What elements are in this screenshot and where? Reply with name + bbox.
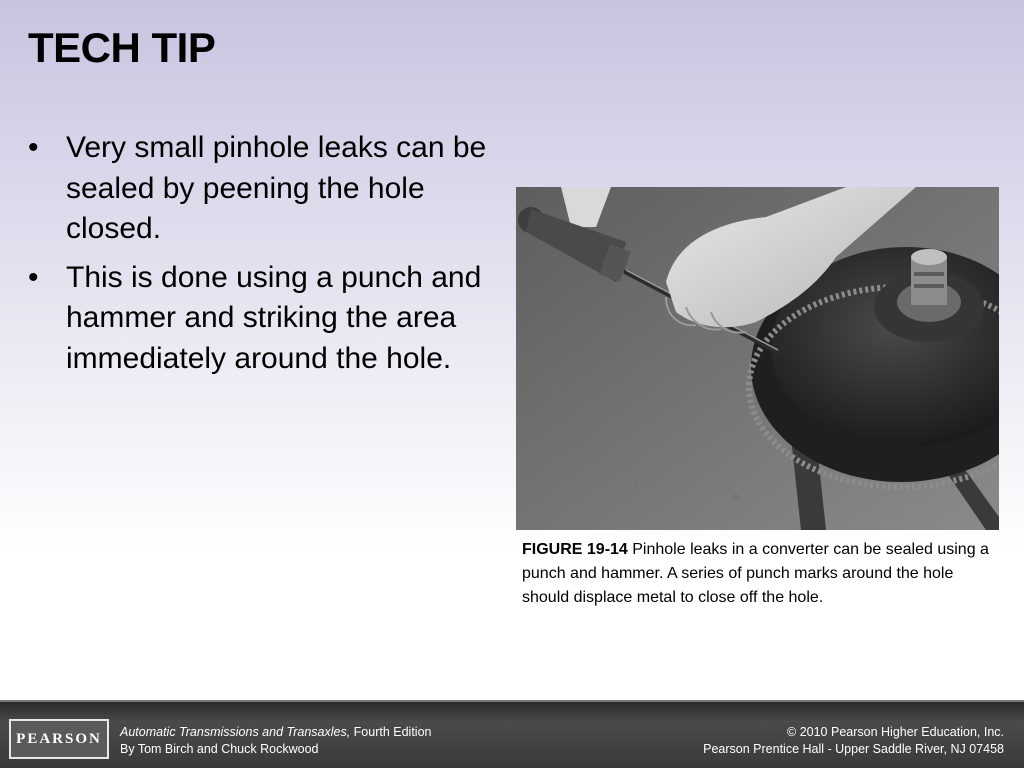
- bullet-dot: •: [28, 131, 39, 164]
- figure-caption: [522, 538, 997, 610]
- footer-copyright: [703, 724, 1004, 758]
- bullet-text: This is done using a punch and hammer and striking the area immediately around the hole.: [66, 260, 482, 375]
- book-edition: Fourth Edition: [350, 725, 432, 739]
- book-title: Automatic Transmissions and Transaxles,: [120, 725, 351, 739]
- publisher-line: Pearson Prentice Hall - Upper Saddle River, NJ 07458: [703, 742, 1004, 756]
- bullet-text: Very small pinhole leaks can be sealed by peening the hole closed.: [66, 131, 487, 245]
- slide-title: TECH TIP: [28, 24, 216, 71]
- bullet-list: [28, 128, 498, 387]
- bullet-item: [28, 258, 498, 380]
- pearson-logo: PEARSON: [9, 719, 109, 759]
- footer-book-info: [120, 724, 431, 758]
- footer-bar: [0, 700, 1024, 768]
- figure-label: FIGURE 19-14: [522, 541, 628, 558]
- copyright-line: © 2010 Pearson Higher Education, Inc.: [787, 725, 1004, 739]
- figure-photo: [516, 187, 999, 530]
- converter-photo-illustration: [516, 187, 999, 530]
- book-authors: By Tom Birch and Chuck Rockwood: [120, 742, 319, 756]
- bullet-dot: •: [28, 260, 39, 294]
- figure-text: Pinhole leaks in a converter can be sealed using a punch and hammer. A series of punch marks around the hole should displace metal to close off the hole.: [522, 541, 989, 606]
- bullet-item: [28, 128, 498, 250]
